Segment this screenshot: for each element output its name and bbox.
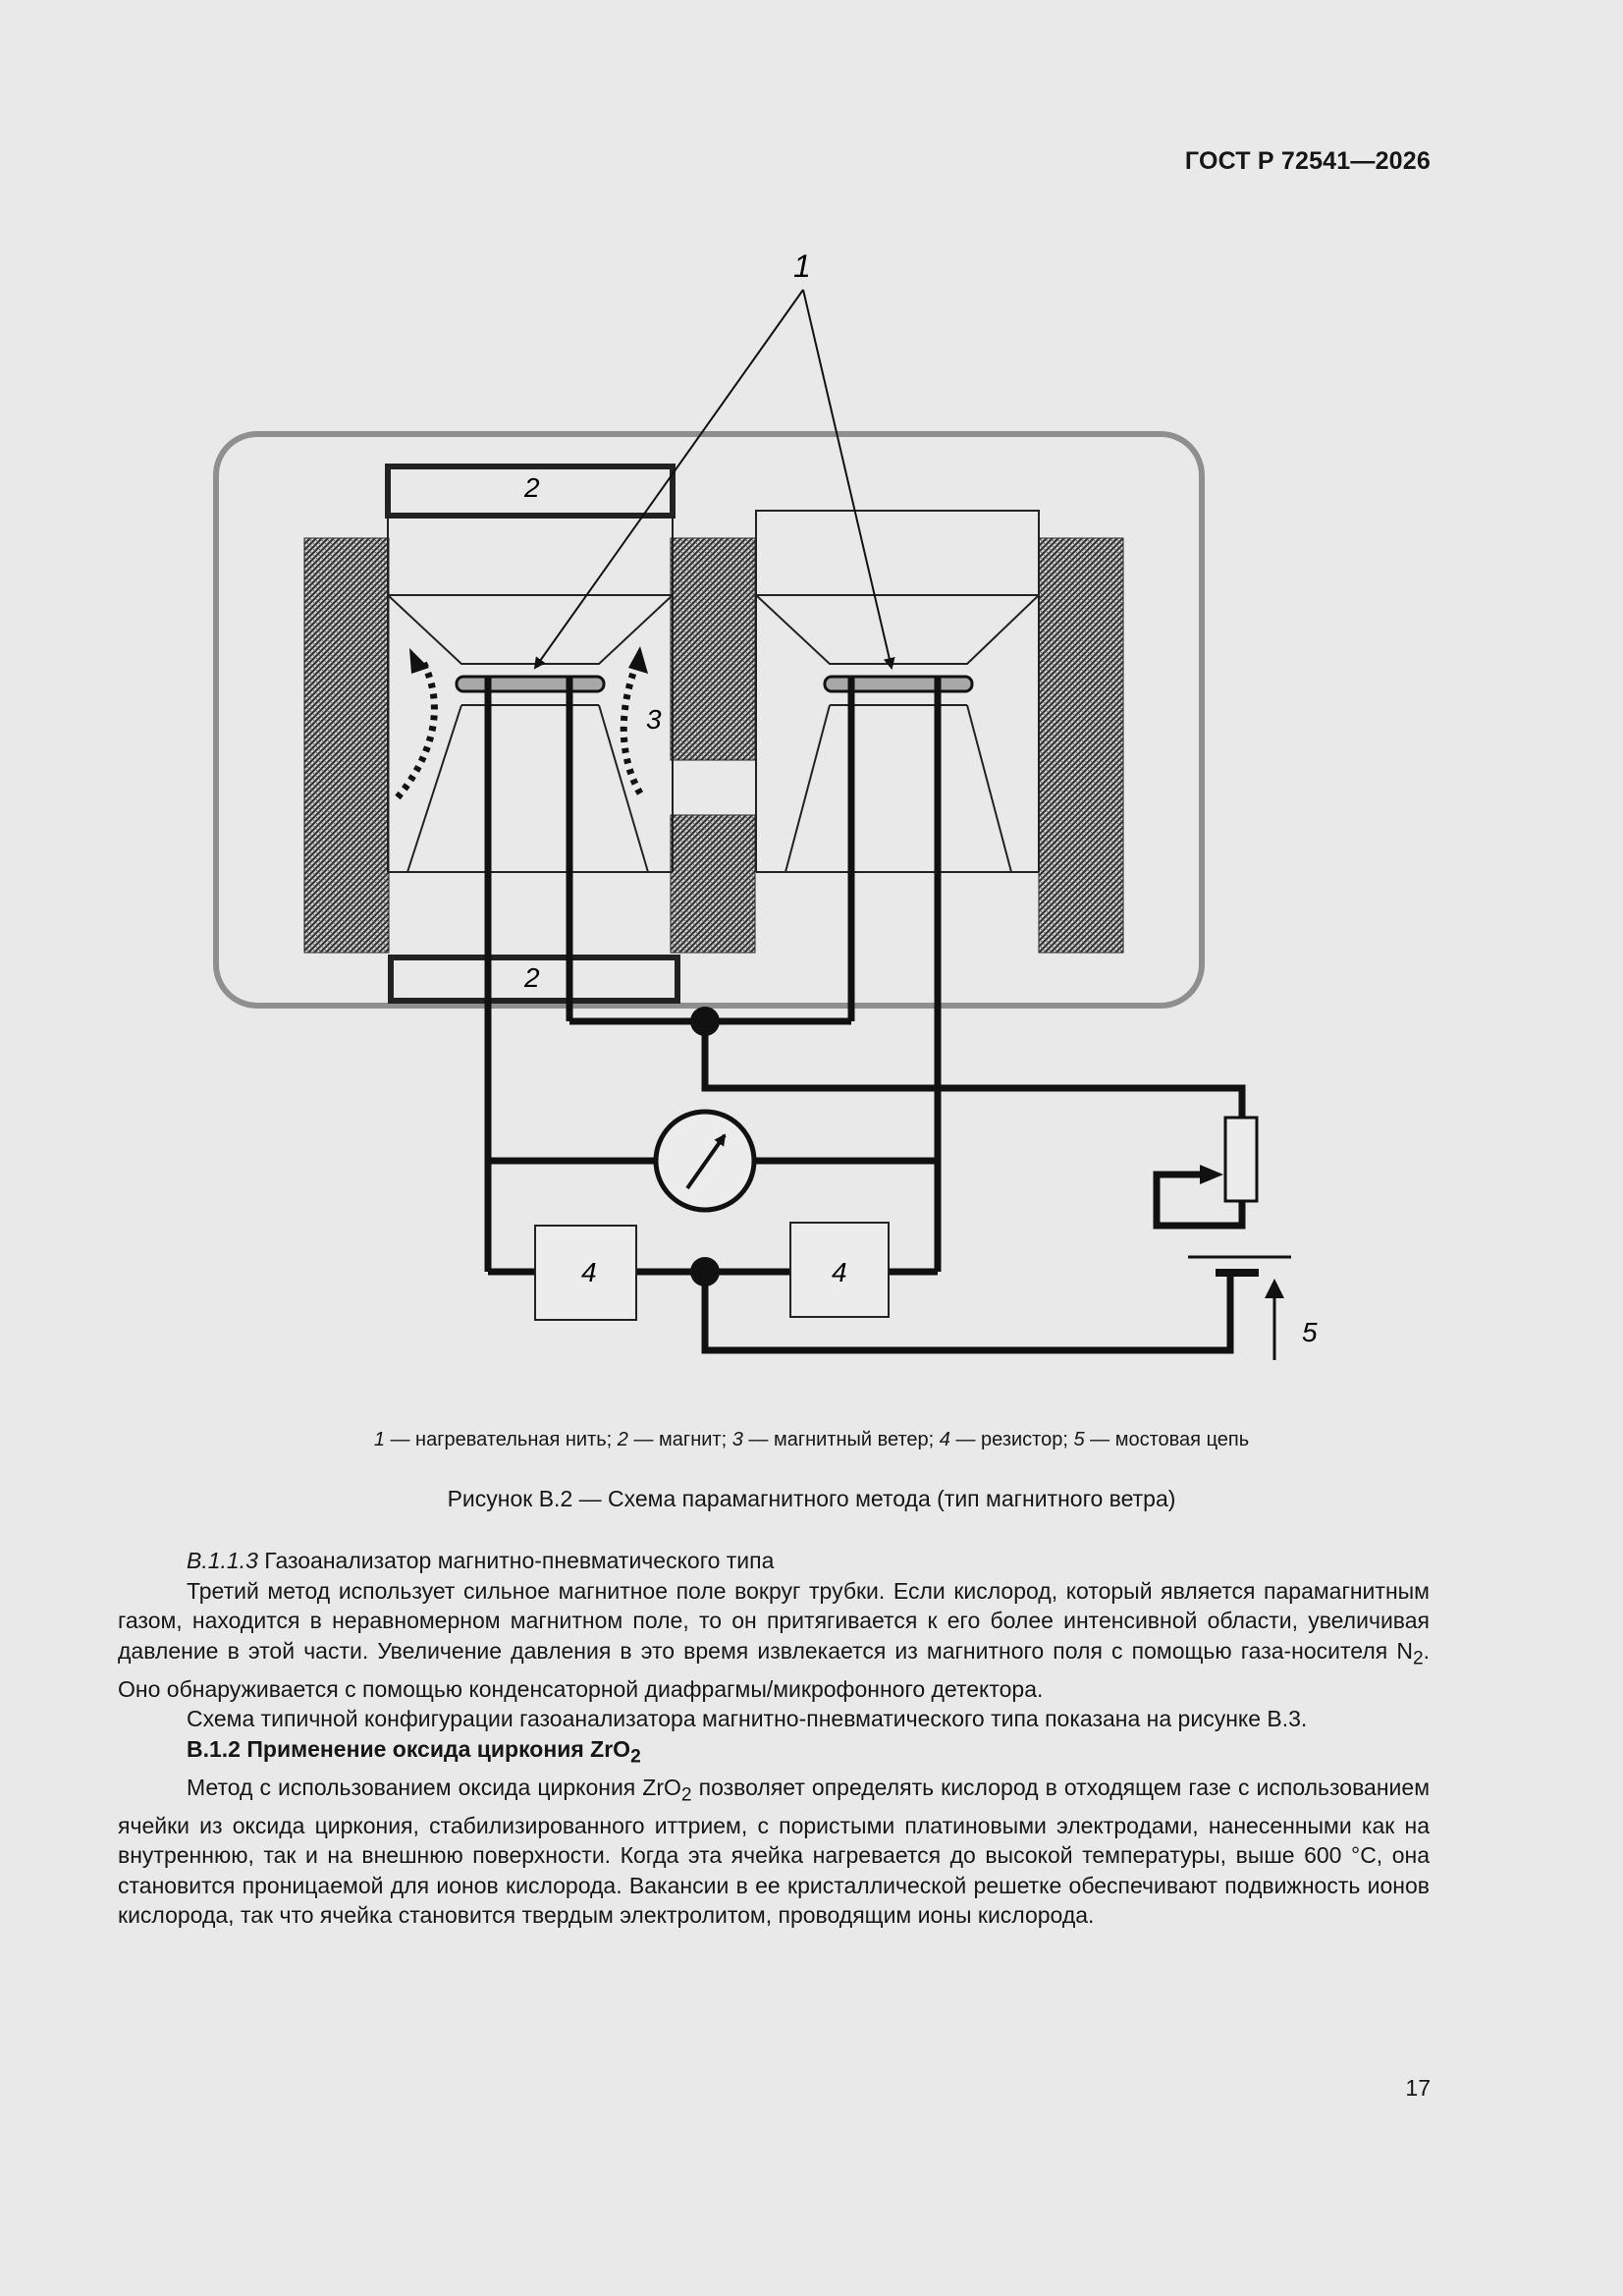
variable-resistor: [1225, 1118, 1257, 1201]
bridge-arrowhead: [1265, 1279, 1284, 1298]
page-number: 17: [1405, 2075, 1431, 2101]
label-4-right: 4: [832, 1257, 847, 1287]
legend-num-4: 4: [939, 1429, 950, 1450]
legend-text-4: — резистор;: [949, 1429, 1074, 1450]
junction-node-top: [690, 1007, 720, 1036]
legend-text-3: — магнитный ветер;: [742, 1429, 940, 1450]
heating-filament-right: [825, 677, 972, 691]
galvanometer-icon: [656, 1112, 754, 1210]
wind-arrowhead-right: [628, 646, 648, 674]
section-b113-heading: [118, 1546, 1430, 1576]
label-2-bottom: 2: [524, 962, 540, 993]
section-b12-paragraph: Метод с использованием оксида циркония ZrO$_2$ позволяет определять кислород в отходящем газе с использованием ячейки из оксида циркония, стабилизированного иттрием, с пористыми платиновыми электродами, нанесенными как на внутреннюю, так и на внешнюю поверхности. Когда эта ячейка нагревается до высокой температуры, выше 600 °С, она становится проницаемой для ионов кислорода. Вакансии в ее кристаллической решетке обеспечивают подвижность ионов кислорода, так что ячейка становится твердым электролитом, проводящим ионы кислорода.: [118, 1774, 1431, 1929]
magnet-pole-right: [1039, 538, 1123, 953]
legend-num-2: 2: [617, 1429, 628, 1450]
document-body: [118, 1546, 1430, 1931]
figure-legend: [0, 1429, 1623, 1451]
section-b12-heading: В.1.2 Применение оксида циркония ZrO$_2$: [187, 1735, 641, 1768]
legend-text-2: — магнит;: [627, 1429, 732, 1450]
magnet-pole-center-bottom: [671, 815, 755, 953]
label-5: 5: [1302, 1317, 1318, 1347]
left-cell: [388, 466, 677, 1001]
section-b113-number: B.1.1.3: [187, 1548, 258, 1573]
legend-num-3: 3: [731, 1429, 743, 1450]
section-b113-paragraph-2: Схема типичной конфигурации газоанализатора магнитно-пневматического типа показана на рисунке В.3.: [187, 1706, 1308, 1732]
leader-line-1b: [803, 290, 892, 668]
legend-text-5: — мостовая цепь: [1084, 1429, 1250, 1450]
legend-num-1: 1: [373, 1429, 385, 1450]
heating-filament-left: [457, 677, 604, 691]
label-2-top: 2: [524, 472, 540, 503]
legend-num-5: 5: [1073, 1429, 1085, 1450]
variable-resistor-arrowhead: [1200, 1165, 1223, 1184]
legend-text-1: — нагревательная нить;: [384, 1429, 618, 1450]
magnet-pole-center-top: [671, 538, 755, 760]
leader-line-1a: [535, 290, 803, 668]
figure-caption: Рисунок В.2 — Схема парамагнитного метода (тип магнитного ветра): [447, 1486, 1176, 1511]
label-3: 3: [646, 704, 662, 735]
label-1: 1: [793, 248, 811, 284]
document-code: ГОСТ Р 72541—2026: [1184, 147, 1431, 175]
section-b113-paragraph-1: Третий метод использует сильное магнитное поле вокруг трубки. Если кислород, который является парамагнитным газом, находится в неравномерном магнитном поле, то он притягивается к его более интенсивной области, увеличивая давление в этой части. Увеличение давления в это время извлекается из магнитного поля с помощью газа-носителя $N_2$. Оно обнаруживается с помощью конденсаторной диафрагмы/микрофонного детектора.: [118, 1577, 1430, 1702]
wind-arrowhead-left: [409, 648, 429, 674]
label-4-left: 4: [581, 1257, 597, 1287]
magnet-pole-left: [304, 538, 389, 953]
junction-node-bottom: [690, 1257, 720, 1286]
section-b113-title: Газоанализатор магнитно-пневматического типа: [257, 1548, 775, 1573]
